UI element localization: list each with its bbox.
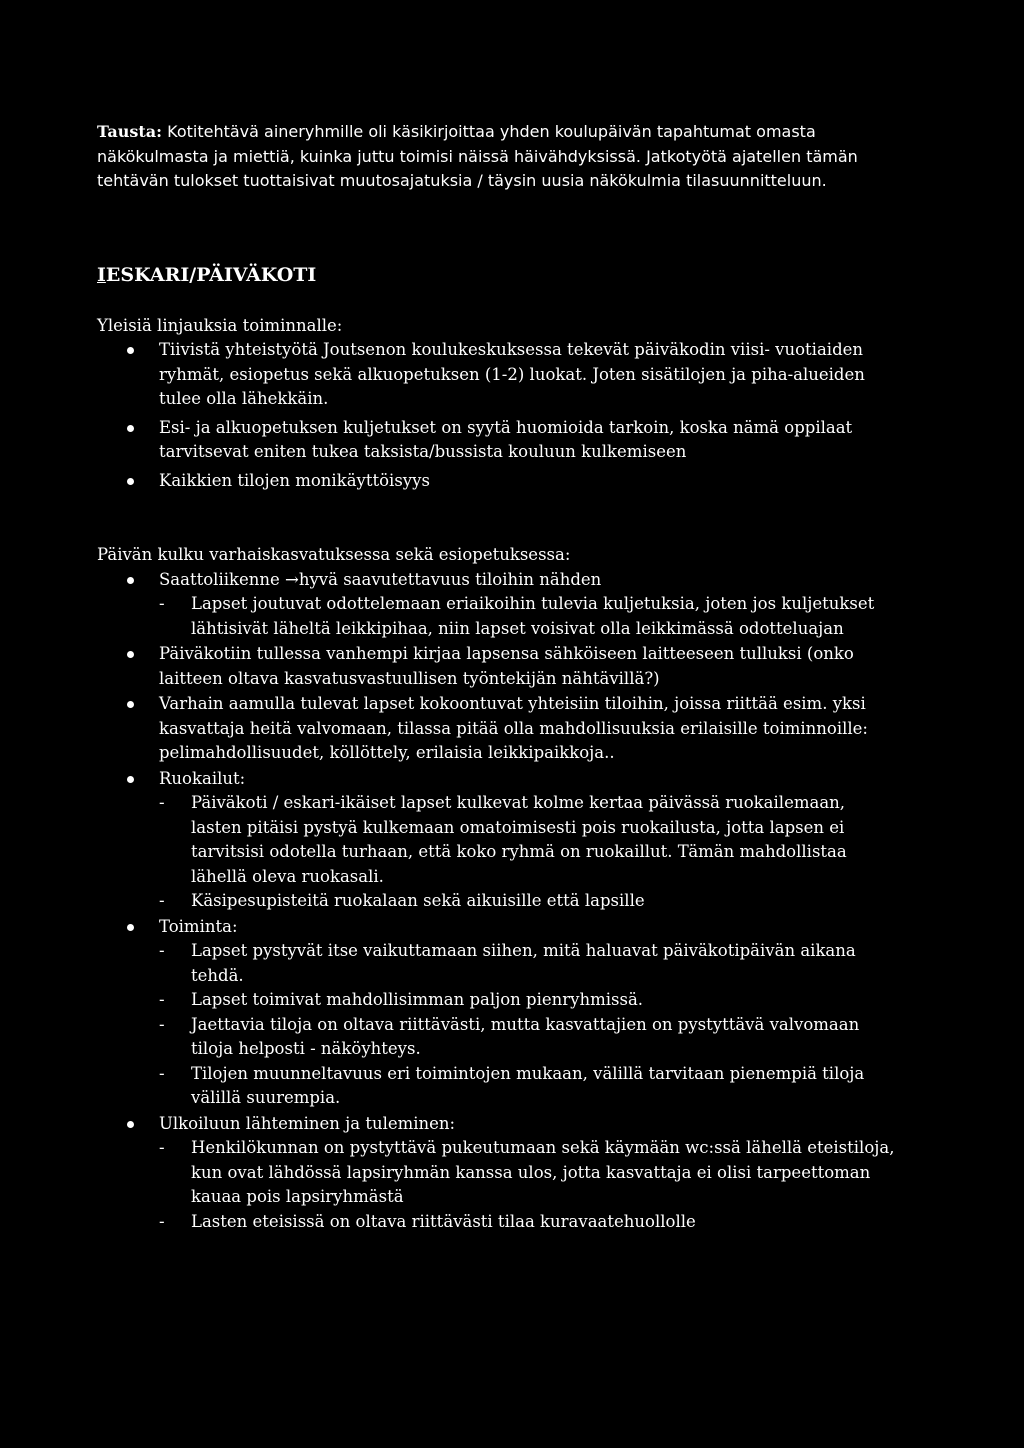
dash-item xyxy=(159,1013,897,1062)
bullet-dot-icon xyxy=(127,347,134,354)
dash-text: Lapset toimivat mahdollisimman paljon pienryhmissä. xyxy=(191,990,644,1009)
dash-list xyxy=(159,791,897,914)
section-heading-initial: I xyxy=(97,263,106,286)
dash-marker-icon: - xyxy=(159,1138,165,1157)
bullet-dot-icon xyxy=(127,478,134,485)
intro-paragraph xyxy=(97,120,897,194)
dash-marker-icon: - xyxy=(159,594,165,613)
intro-label: Tausta: xyxy=(97,122,163,141)
bullet-dot-icon xyxy=(127,577,134,584)
general-guidelines-list xyxy=(97,338,897,493)
general-guidelines-title: Yleisiä linjauksia toiminnalle: xyxy=(97,315,343,335)
bullet-dot-icon xyxy=(127,924,134,931)
dash-marker-icon: - xyxy=(159,941,165,960)
bullet-text: Toiminta: xyxy=(159,916,238,936)
dash-item xyxy=(159,1136,897,1210)
dash-item xyxy=(159,988,897,1013)
dash-list xyxy=(159,592,897,641)
bullet-item xyxy=(97,642,897,691)
dash-text: Lasten eteisissä on oltava riittävästi tilaa kuravaatehuollolle xyxy=(191,1211,696,1231)
bullet-text: Päiväkotiin tullessa vanhempi kirjaa lapsensa sähköiseen laitteeseen tulluksi (onko laitteen oltava kasvatusvastuullisen työntekijän nähtävillä?) xyxy=(159,644,854,688)
dash-list xyxy=(159,939,897,1111)
bullet-text: Ulkoiluun lähteminen ja tuleminen: xyxy=(159,1113,456,1133)
dash-item xyxy=(159,791,897,889)
bullet-text: Tiivistä yhteistyötä Joutsenon koulukeskuksessa tekevät päiväkodin viisi- vuotiaiden ryhmät, esiopetus sekä alkuopetuksen (1-2) luokat. Joten sisätilojen ja piha-alueiden tulee olla lähekkäin. xyxy=(159,340,865,408)
bullet-text: Varhain aamulla tulevat lapset kokoontuvat yhteisiin tiloihin, joissa riittää esim. yksi kasvattaja heitä valvomaan, tilassa pitää olla mahdollisuuksia erilaisille toiminnoille: pelimahdollisuudet, köllöttely, erilaisia leikkipaikkoja.. xyxy=(159,694,868,762)
bullet-item xyxy=(97,416,897,465)
dash-marker-icon: - xyxy=(159,1014,165,1034)
bullet-item xyxy=(97,767,897,914)
dash-text: Käsipesupisteitä ruokalaan sekä aikuisille että lapsille xyxy=(191,891,645,910)
bullet-item xyxy=(97,1112,897,1235)
dash-item xyxy=(159,1210,897,1235)
bullet-item xyxy=(97,469,897,494)
bullet-item xyxy=(97,915,897,1111)
dash-marker-icon: - xyxy=(159,891,165,910)
bullet-item xyxy=(97,338,897,412)
dash-item xyxy=(159,939,897,988)
bullet-text: Kaikkien tilojen monikäyttöisyys xyxy=(159,470,430,490)
bullet-dot-icon xyxy=(127,651,134,658)
dash-text: Päiväkoti / eskari-ikäiset lapset kulkevat kolme kertaa päivässä ruokailemaan, lasten pitäisi pystyä kulkemaan omatoimisesti pois ruokailusta, jotta lapsen ei tarvitsisi odotella turhaan, että koko ryhmä on ruokaillut. Tämän mahdollistaa lähellä oleva ruokasali. xyxy=(191,793,847,886)
dash-marker-icon: - xyxy=(159,1063,165,1083)
section-heading-rest: ESKARI/PÄIVÄKOTI xyxy=(105,263,317,286)
bullet-item xyxy=(97,568,897,642)
dash-item xyxy=(159,889,897,914)
day-flow-list xyxy=(97,568,897,1235)
section-heading xyxy=(97,262,897,288)
dash-marker-icon: - xyxy=(159,1211,165,1231)
bullet-dot-icon xyxy=(127,701,134,708)
dash-item xyxy=(159,1062,897,1111)
document-page xyxy=(97,120,897,1235)
dash-text: Lapset pystyvät itse vaikuttamaan siihen, mitä haluavat päiväkotipäivän aikana tehdä. xyxy=(191,941,856,985)
dash-item xyxy=(159,592,897,641)
bullet-dot-icon xyxy=(127,1121,134,1128)
dash-text: Jaettavia tiloja on oltava riittävästi, mutta kasvattajien on pystyttävä valvomaan tiloja helposti - näköyhteys. xyxy=(191,1014,860,1058)
bullet-dot-icon xyxy=(127,425,134,432)
bullet-dot-icon xyxy=(127,776,134,783)
bullet-text: Ruokailut: xyxy=(159,768,246,788)
intro-text: Kotitehtävä aineryhmille oli käsikirjoittaa yhden koulupäivän tapahtumat omasta näkökulmasta ja miettiä, kuinka juttu toimisi näissä häivähdyksissä. Jatkotyötä ajatellen tämän tehtävän tulokset tuottaisivat muutosajatuksia / täysin uusia näkökulmia tilasuunnitteluun. xyxy=(97,122,858,190)
bullet-text: Saattoliikenne →hyvä saavutettavuus tiloihin nähden xyxy=(159,569,602,589)
dash-marker-icon: - xyxy=(159,793,165,812)
dash-list xyxy=(159,1136,897,1234)
dash-text: Henkilökunnan on pystyttävä pukeutumaan sekä käymään wc:ssä lähellä eteistiloja, kun ovat lähdössä lapsiryhmän kanssa ulos, jotta kasvattaja ei olisi tarpeettoman kauaa pois lapsiryhmästä xyxy=(191,1138,895,1206)
dash-marker-icon: - xyxy=(159,990,165,1009)
dash-text: Lapset joutuvat odottelemaan eriaikoihin tulevia kuljetuksia, joten jos kuljetukset lähtisivät läheltä leikkipihaa, niin lapset voisivat olla leikkimässä odotteluajan xyxy=(191,594,875,638)
bullet-text: Esi- ja alkuopetuksen kuljetukset on syytä huomioida tarkoin, koska nämä oppilaat tarvitsevat eniten tukea taksista/bussista kouluun kulkemiseen xyxy=(159,417,853,461)
dash-text: Tilojen muunneltavuus eri toimintojen mukaan, välillä tarvitaan pienempiä tiloja välillä suurempia. xyxy=(191,1063,865,1107)
bullet-item xyxy=(97,692,897,766)
day-flow-title: Päivän kulku varhaiskasvatuksessa sekä esiopetuksessa: xyxy=(97,545,571,564)
